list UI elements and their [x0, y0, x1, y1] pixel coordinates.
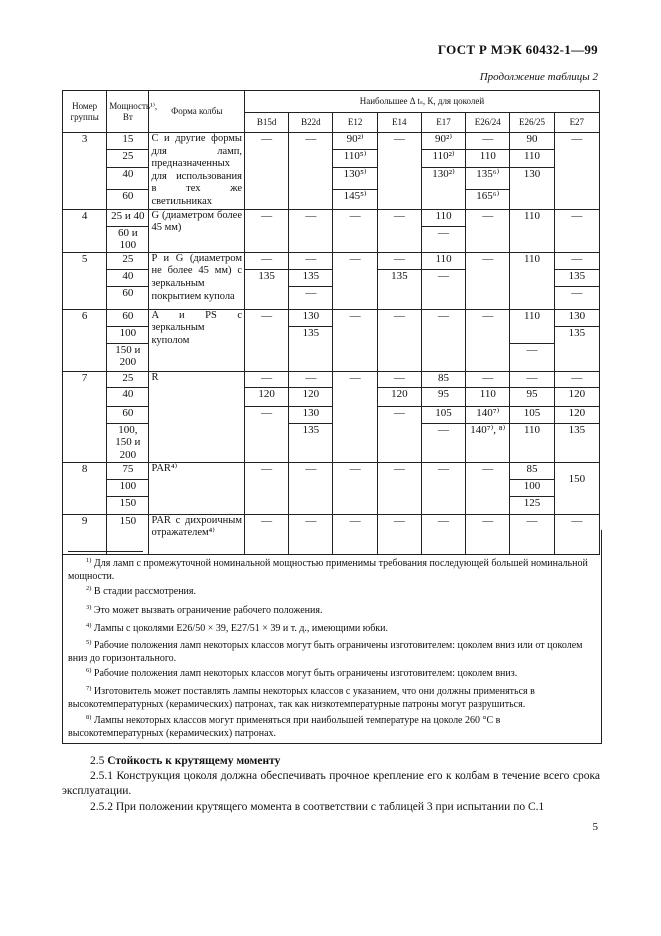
value-cell: 110 [510, 150, 554, 168]
value-cell: — [289, 286, 333, 309]
value-cell: — [466, 309, 510, 371]
value-cell: — [466, 133, 510, 150]
shape-cell: PAR⁴⁾ [149, 462, 245, 514]
value-cell: 110 [466, 387, 510, 406]
value-cell: — [554, 514, 599, 554]
value-cell: 135 [245, 269, 289, 309]
value-cell: 130 [510, 168, 554, 210]
value-cell: 110²⁾ [421, 150, 465, 168]
value-cell: 150 [554, 462, 599, 514]
value-cell: — [377, 309, 421, 371]
header-base: E27 [554, 113, 599, 133]
power-cell: 60 [107, 406, 149, 423]
value-cell: — [421, 423, 465, 462]
value-cell: 110⁵⁾ [333, 150, 377, 168]
power-cell: 100 [107, 479, 149, 496]
group-number: 6 [63, 309, 107, 371]
value-cell: 95 [510, 387, 554, 406]
page-number: 5 [592, 821, 598, 833]
value-cell: 135 [554, 423, 599, 462]
header-power: Мощность¹⁾, Вт [107, 91, 149, 133]
value-cell: — [554, 371, 599, 387]
base-temperature-table [62, 90, 600, 555]
value-cell: 120 [554, 406, 599, 423]
value-cell: — [377, 252, 421, 269]
value-cell: 165⁶⁾ [466, 189, 510, 209]
value-cell: — [333, 462, 377, 514]
value-cell: — [245, 309, 289, 371]
value-cell: — [289, 252, 333, 269]
header-base: B15d [245, 113, 289, 133]
power-cell: 60 [107, 309, 149, 326]
power-cell: 15 [107, 133, 149, 150]
value-cell: — [289, 371, 333, 387]
group-number: 4 [63, 209, 107, 252]
header-delta-t: Наибольшее Δ tₛ, К, для цоколей [245, 91, 600, 113]
group-number: 9 [63, 514, 107, 554]
value-cell: 100 [510, 479, 554, 496]
value-cell: 90²⁾ [333, 133, 377, 150]
power-cell: 40 [107, 168, 149, 190]
value-cell: — [554, 286, 599, 309]
footnote: $^{1)}$ Для ламп с промежуточной номинальной мощностью применимы требования последующей большей номинальной мощности. [68, 557, 588, 582]
footnote: $^{6)}$ Рабочие положения ламп некоторых классов могут быть ограничены изготовителем: цоколем вниз. [86, 667, 518, 679]
value-cell: 110 [510, 309, 554, 343]
value-cell: — [421, 226, 465, 252]
footnote: $^{3)}$ Это может вызвать ограничение рабочего положения. [86, 604, 323, 616]
shape-cell: С и другие формы для ламп, предназначенных для использования в тех же светильниках [149, 133, 245, 210]
paragraph: 2.5.2 При положении крутящего момента в соответствии с таблицей 3 при испытании по С.1 [90, 801, 545, 813]
value-cell: — [554, 252, 599, 269]
group-number: 8 [63, 462, 107, 514]
value-cell: 110 [421, 252, 465, 269]
value-cell: — [245, 133, 289, 210]
value-cell: — [421, 462, 465, 514]
paragraph: 2.5.1 Конструкция цоколя должна обеспечивать прочное крепление его к колбам в течение всего срока эксплуатации. [62, 770, 600, 797]
footnote: $^{2)}$ В стадии рассмотрения. [86, 585, 196, 597]
shape-cell: A и PS с зеркальным куполом [149, 309, 245, 371]
value-cell: 90 [510, 133, 554, 150]
header-base: E26/25 [510, 113, 554, 133]
group-number: 7 [63, 371, 107, 462]
power-cell: 25 [107, 371, 149, 387]
value-cell: — [421, 309, 465, 371]
power-cell: 60 [107, 189, 149, 209]
value-cell: — [333, 371, 377, 462]
value-cell: 105 [510, 406, 554, 423]
value-cell: — [333, 252, 377, 309]
value-cell: — [554, 133, 599, 210]
value-cell: 135⁶⁾ [466, 168, 510, 190]
value-cell: 105 [421, 406, 465, 423]
value-cell: 90²⁾ [421, 133, 465, 150]
value-cell: — [421, 514, 465, 554]
power-cell: 25 [107, 150, 149, 168]
footnote: $^{4)}$ Лампы с цоколями E26/50 × 39, E27/51 × 39 и т. д., имеющими юбки. [86, 622, 389, 634]
power-cell: 150 [107, 496, 149, 514]
header-base: E17 [421, 113, 465, 133]
value-cell: — [245, 462, 289, 514]
group-number: 5 [63, 252, 107, 309]
footnote-separator [68, 551, 143, 552]
value-cell: 135 [377, 269, 421, 309]
value-cell: 85 [421, 371, 465, 387]
power-cell: 60 [107, 286, 149, 309]
value-cell: — [377, 209, 421, 252]
value-cell: — [377, 371, 421, 387]
value-cell: 120 [377, 387, 421, 406]
value-cell: 140⁷⁾, ⁸⁾ [466, 423, 510, 462]
value-cell: 110 [510, 423, 554, 462]
power-cell: 40 [107, 387, 149, 406]
power-cell: 40 [107, 269, 149, 286]
value-cell: — [377, 514, 421, 554]
value-cell: 135 [554, 269, 599, 286]
value-cell: — [466, 209, 510, 252]
value-cell: 110 [510, 252, 554, 309]
footnotes-box [62, 530, 602, 744]
value-cell: — [377, 133, 421, 210]
value-cell: — [245, 209, 289, 252]
value-cell: 110 [510, 209, 554, 252]
value-cell: 120 [245, 387, 289, 406]
value-cell: — [289, 514, 333, 554]
value-cell: 140⁷⁾ [466, 406, 510, 423]
value-cell: 135 [289, 326, 333, 371]
value-cell: — [510, 514, 554, 554]
value-cell: — [466, 514, 510, 554]
value-cell: 145⁵⁾ [333, 189, 377, 209]
value-cell: — [289, 462, 333, 514]
value-cell: — [377, 406, 421, 462]
value-cell: — [377, 462, 421, 514]
header-base: E26/24 [466, 113, 510, 133]
value-cell: 85 [510, 462, 554, 479]
value-cell: 95 [421, 387, 465, 406]
value-cell: — [289, 133, 333, 210]
footnote: $^{5)}$ Рабочие положения ламп некоторых классов могут быть ограничены изготовителем: цоколем вниз или от цоколем вниз до горизонтального. [68, 639, 583, 664]
value-cell: — [245, 514, 289, 554]
value-cell: 130²⁾ [421, 168, 465, 210]
shape-cell: G (диаметром более 45 мм) [149, 209, 245, 252]
value-cell: 110 [466, 150, 510, 168]
value-cell: 125 [510, 496, 554, 514]
value-cell: 130 [289, 406, 333, 423]
table-continuation-label: Продолжение таблицы 2 [479, 71, 598, 83]
power-cell: 60 и 100 [107, 226, 149, 252]
shape-cell: P и G (диаметром не более 45 мм) с зеркальным покрытием купола [149, 252, 245, 309]
power-cell: 75 [107, 462, 149, 479]
value-cell: 135 [289, 269, 333, 286]
value-cell: — [510, 343, 554, 371]
value-cell: — [466, 252, 510, 309]
value-cell: — [333, 514, 377, 554]
value-cell: — [245, 406, 289, 462]
header-base: E14 [377, 113, 421, 133]
value-cell: 130⁵⁾ [333, 168, 377, 190]
power-cell: 25 и 40 [107, 209, 149, 226]
value-cell: 110 [421, 209, 465, 226]
power-cell: 100, 150 и 200 [107, 423, 149, 462]
value-cell: — [421, 269, 465, 309]
footnote: $^{7)}$ Изготовитель может поставлять лампы некоторых классов с указанием, что они должны применяться в высокотемпературных (керамических) патронах, так как низкотемпературные патроны могут разрушиться. [68, 685, 535, 710]
value-cell: — [554, 209, 599, 252]
header-group: Номер группы [63, 91, 107, 133]
shape-cell: PAR с дихроичным отражателем⁴⁾ [149, 514, 245, 554]
value-cell: — [466, 462, 510, 514]
power-cell: 150 [107, 514, 149, 554]
value-cell: — [245, 371, 289, 387]
value-cell: — [245, 252, 289, 269]
value-cell: 135 [554, 326, 599, 371]
value-cell: 130 [554, 309, 599, 326]
power-cell: 150 и 200 [107, 343, 149, 371]
power-cell: 100 [107, 326, 149, 343]
section-heading: 2.5 Стойкость к крутящему моменту [90, 755, 281, 767]
value-cell: 120 [289, 387, 333, 406]
header-base: B22d [289, 113, 333, 133]
value-cell: — [333, 209, 377, 252]
value-cell: — [466, 371, 510, 387]
value-cell: — [289, 209, 333, 252]
header-shape: Форма колбы [149, 91, 245, 133]
value-cell: — [510, 371, 554, 387]
power-cell: 25 [107, 252, 149, 269]
value-cell: 130 [289, 309, 333, 326]
header-base: E12 [333, 113, 377, 133]
shape-cell: R [149, 371, 245, 462]
footnote: $^{8)}$ Лампы некоторых классов могут применяться при наибольшей температуре на цоколе 260 °С в высокотемпературных (керамических) патронах. [68, 714, 501, 739]
group-number: 3 [63, 133, 107, 210]
document-header: ГОСТ Р МЭК 60432-1—99 [437, 42, 598, 57]
value-cell: 120 [554, 387, 599, 406]
value-cell: 135 [289, 423, 333, 462]
value-cell: — [333, 309, 377, 371]
